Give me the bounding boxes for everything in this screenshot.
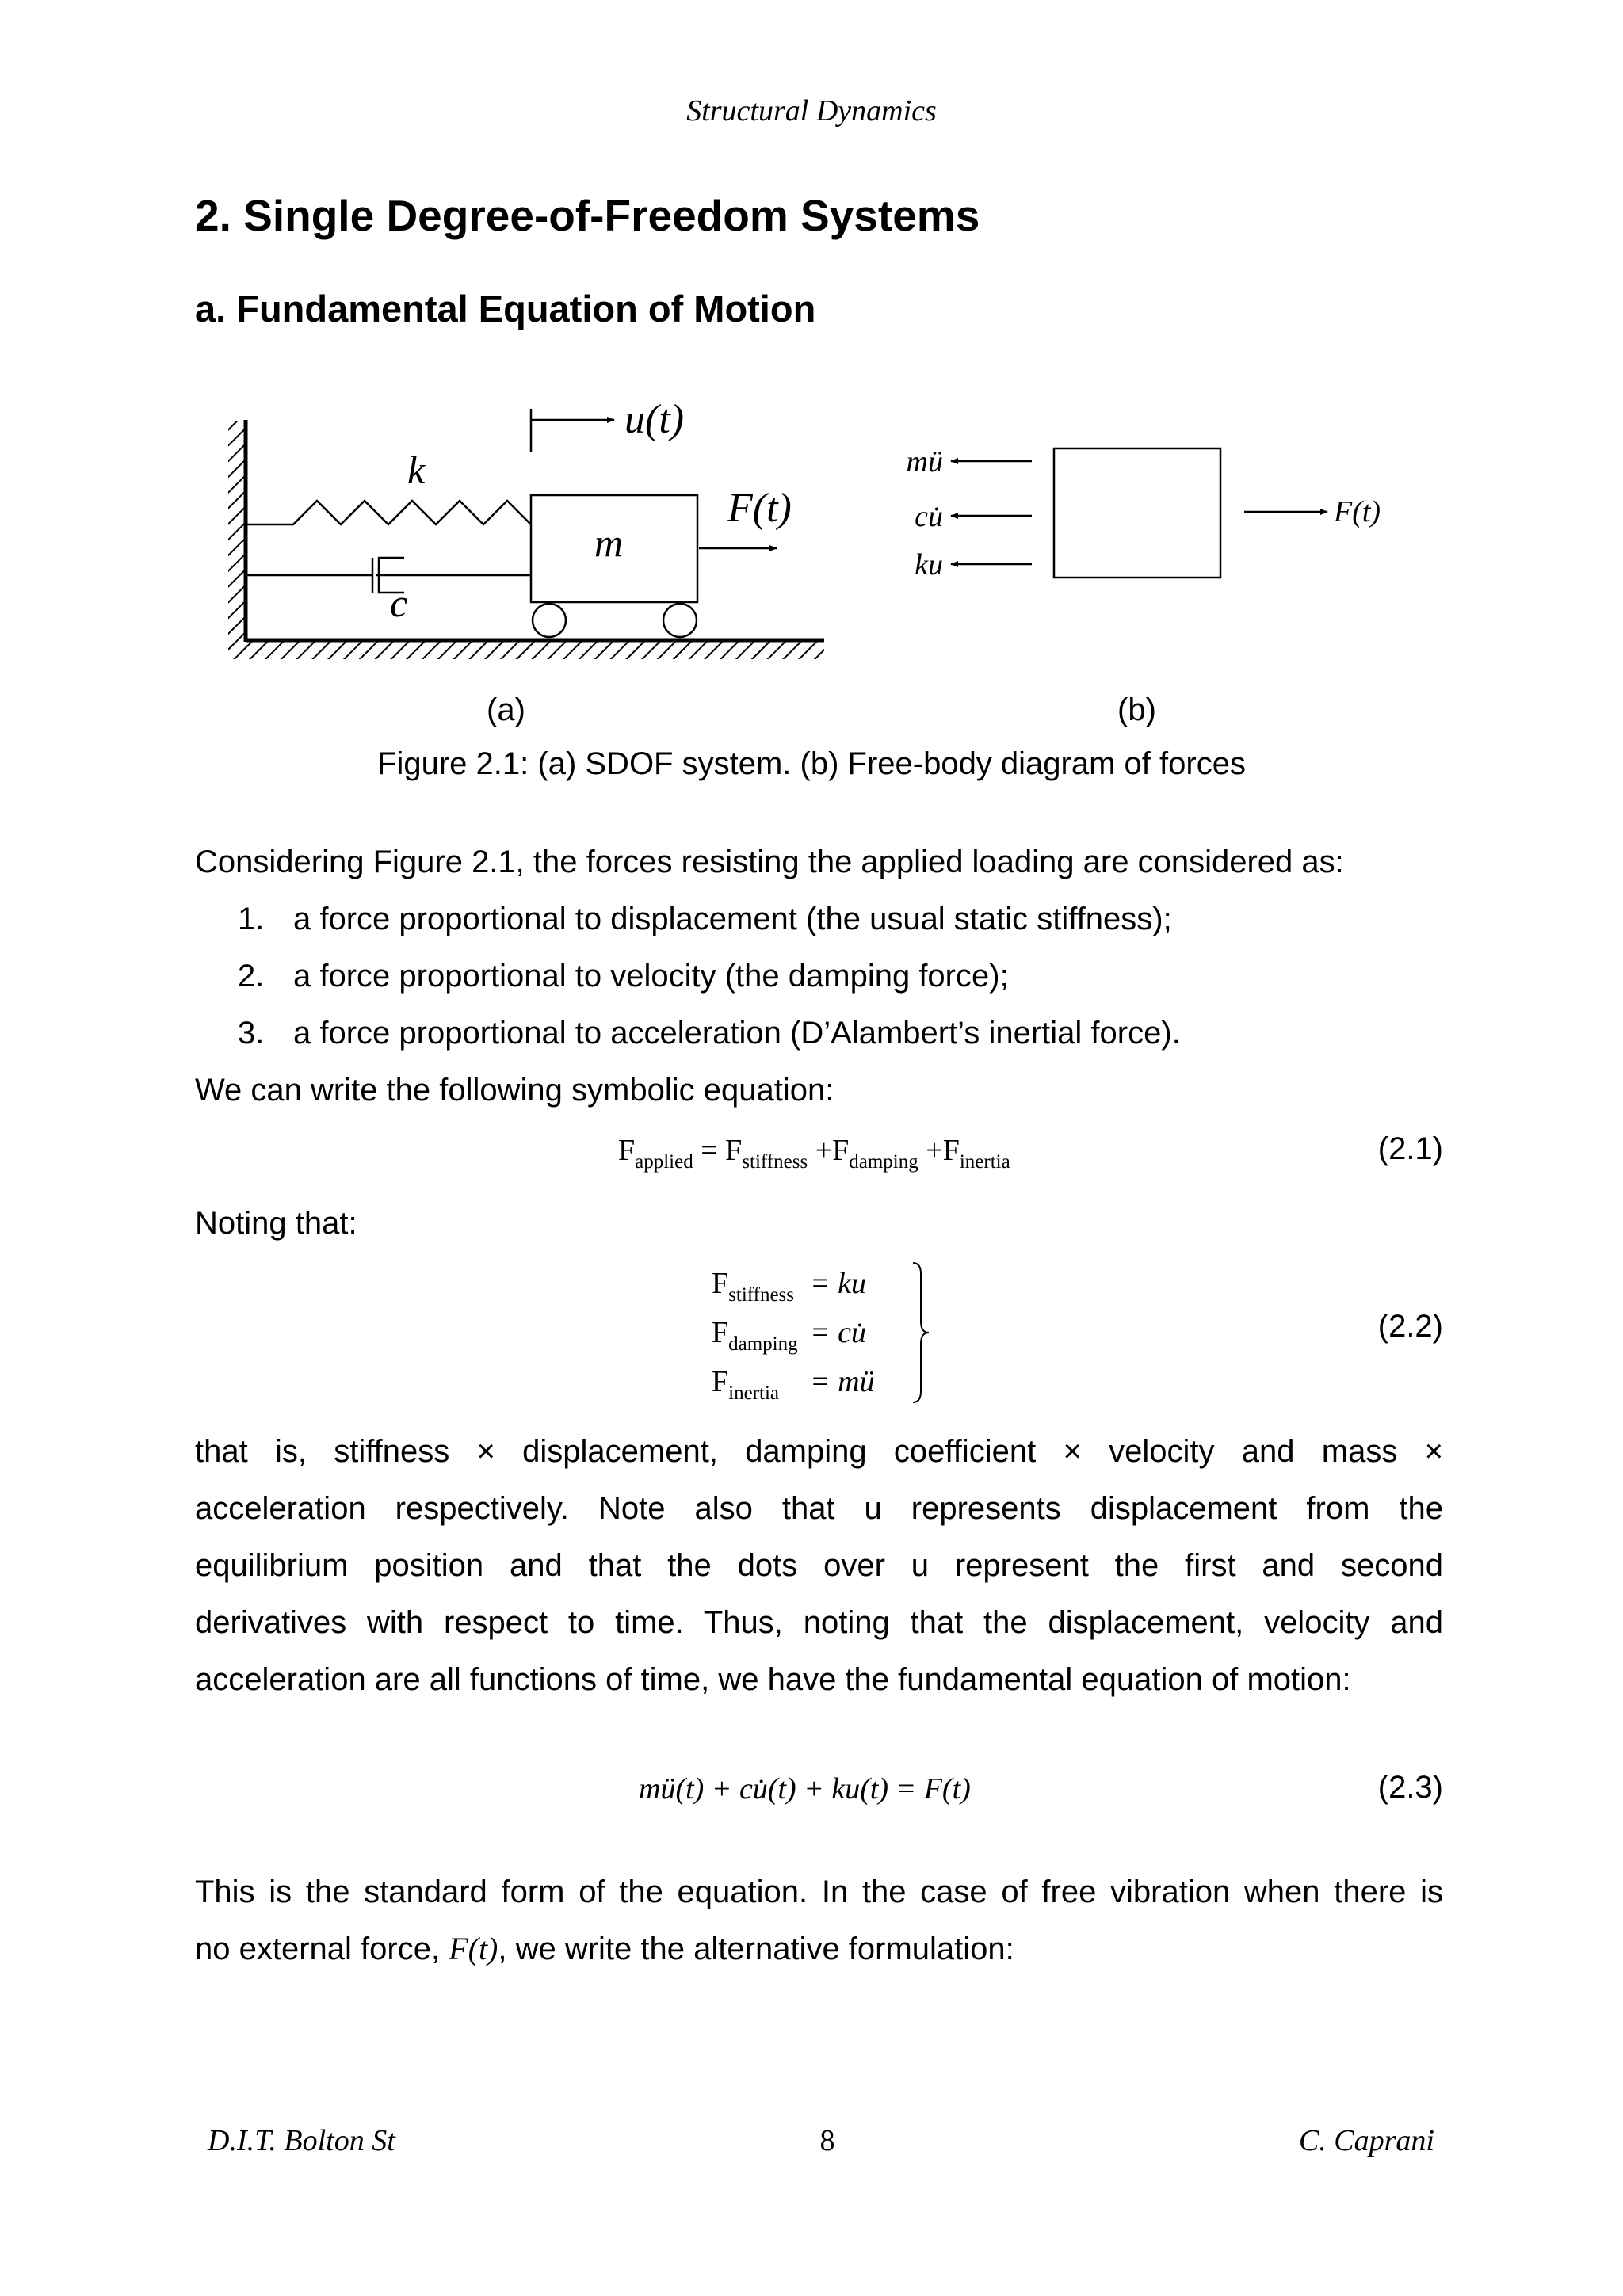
label-damping: c xyxy=(390,581,408,625)
label-displacement: u(t) xyxy=(624,397,685,442)
panel-a-label: (a) xyxy=(487,692,525,727)
list-text: a force proportional to acceleration (D’Alambert’s inertial force). xyxy=(293,1016,1181,1051)
list-number: 2. xyxy=(238,959,265,994)
running-head: Structural Dynamics xyxy=(686,94,937,128)
equation-2-2-row: $F_{damping}$ xyxy=(712,1316,798,1355)
free-body-diagram xyxy=(907,445,1381,582)
wheel-right xyxy=(663,604,697,637)
intro-paragraph: Considering Figure 2.1, the forces resisting the applied loading are considered as: xyxy=(195,845,1344,879)
equation-brace xyxy=(910,1261,934,1404)
equation-2-2-row: $F_{stiffness}$ xyxy=(712,1267,795,1306)
subsection-title: a. Fundamental Equation of Motion xyxy=(195,288,816,330)
spring xyxy=(246,501,579,524)
equation-number: (2.2) xyxy=(1377,1309,1443,1344)
panel-b-label: (b) xyxy=(1117,692,1156,727)
symbolic-lead: We can write the following symbolic equation: xyxy=(195,1073,834,1108)
list-item xyxy=(238,1005,1181,1062)
inline-math: F(t) xyxy=(449,1931,498,1966)
paragraph-line: derivatives with respect to time. Thus, noting that the displacement, velocity and xyxy=(195,1605,1443,1640)
label-spring-force: ku xyxy=(915,548,943,582)
figure-2-1 xyxy=(214,380,1434,697)
label-force-a: F(t) xyxy=(727,486,792,531)
equation-2-2-row: $F_{inertia}$ xyxy=(712,1365,779,1404)
footer-left: D.I.T. Bolton St xyxy=(208,2124,395,2157)
paragraph-line: acceleration respectively. Note also that u represents displacement from the xyxy=(195,1491,1443,1526)
section-title: 2. Single Degree-of-Freedom Systems xyxy=(195,191,980,240)
equation-2-3: mü(t) + cu̇(t) + ku(t) = F(t) xyxy=(639,1772,971,1806)
paragraph-line: no external force, F(t), we write the alternative formulation: xyxy=(195,1931,1014,1966)
sdof-system-diagram xyxy=(228,397,824,659)
paragraph-line: that is, stiffness × displacement, damping coefficient × velocity and mass × xyxy=(195,1434,1443,1469)
label-inertia-force: mü xyxy=(906,445,943,479)
noting-line: Noting that: xyxy=(195,1206,357,1241)
footer-right: C. Caprani xyxy=(1298,2124,1434,2157)
list-item xyxy=(238,948,1009,1005)
list-text: a force proportional to velocity (the damping force); xyxy=(293,959,1009,994)
equation-2-2-rhs: = ku xyxy=(810,1267,867,1300)
list-number: 3. xyxy=(238,1016,265,1051)
equation-2-2-rhs: = cu̇ xyxy=(810,1316,867,1349)
label-stiffness: k xyxy=(407,448,426,492)
figure-caption: Figure 2.1: (a) SDOF system. (b) Free-body diagram of forces xyxy=(377,746,1246,781)
label-force-b: F(t) xyxy=(1334,495,1381,528)
equation-2-2-rhs: = mü xyxy=(810,1365,875,1398)
paragraph-line: This is the standard form of the equation. In the case of free vibration when there is xyxy=(195,1875,1443,1909)
paragraph-line: equilibrium position and that the dots over u represent the first and second xyxy=(195,1548,1443,1583)
equation-number: (2.1) xyxy=(1377,1131,1443,1166)
ground-hatching xyxy=(228,642,824,659)
page-number: 8 xyxy=(819,2124,835,2157)
wall-hatching xyxy=(228,421,244,651)
paragraph-line: acceleration are all functions of time, we have the fundamental equation of motion: xyxy=(195,1662,1351,1697)
equation-number: (2.3) xyxy=(1377,1770,1443,1805)
equation-2-1: $F_{applied} = F_{stiffness} +F_{damping} +F_{inertia}$ xyxy=(618,1134,1010,1173)
wheel-left xyxy=(533,604,566,637)
list-text: a force proportional to displacement (the usual static stiffness); xyxy=(293,902,1172,936)
list-item xyxy=(238,891,1172,948)
label-damping-force: cu̇ xyxy=(915,500,943,533)
free-body-block xyxy=(1054,448,1220,578)
damper xyxy=(246,558,579,593)
label-mass: m xyxy=(594,521,624,565)
list-number: 1. xyxy=(238,902,265,936)
